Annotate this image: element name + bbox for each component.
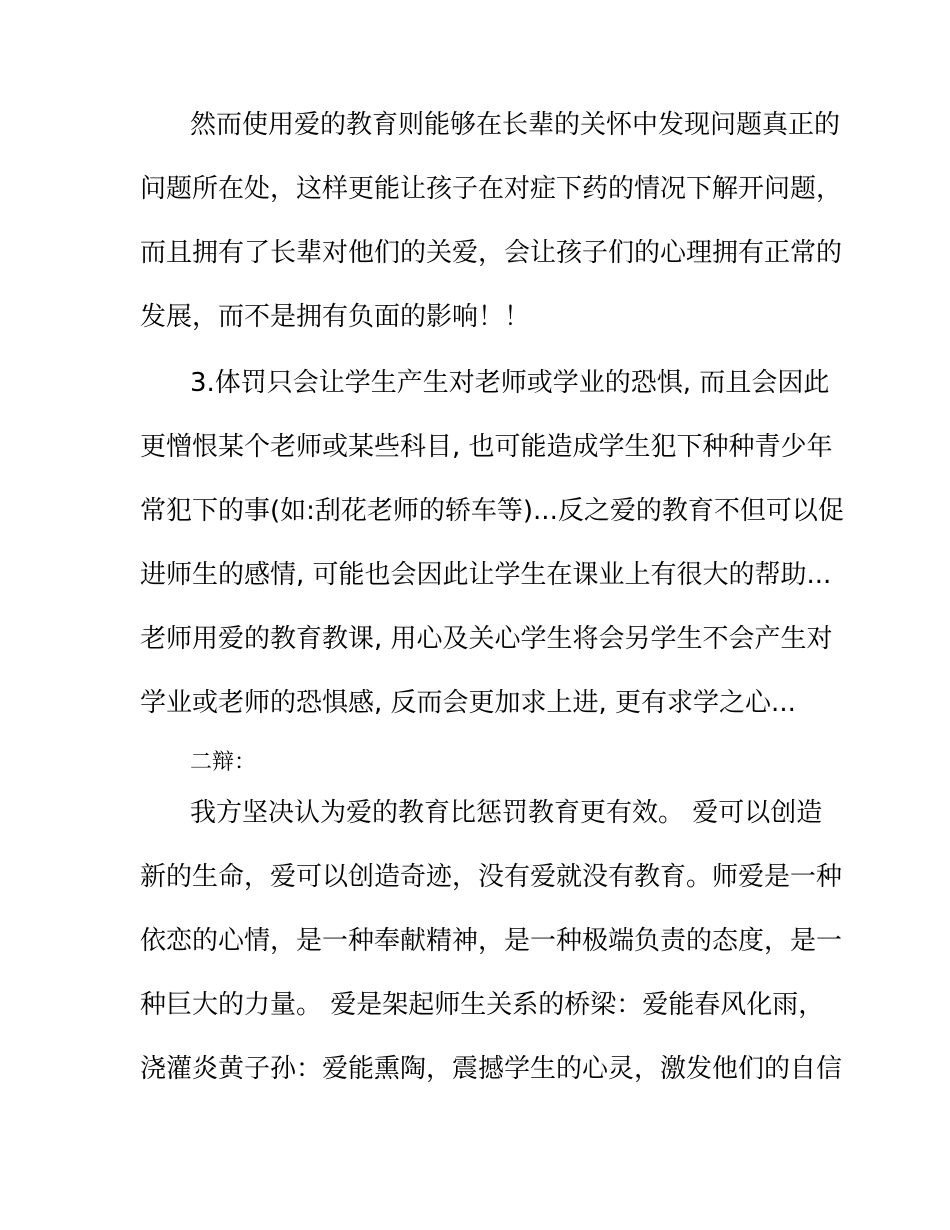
paragraph-3-line-2: 新的生命，爱可以创造奇迹，没有爱就没有教育。师爱是一种 (140, 862, 843, 892)
paragraph-1-line-2: 问题所在处，这样更能让孩子在对症下药的情况下解开问题， (140, 174, 843, 204)
paragraph-3-line-3: 依恋的心情，是一种奉献精神，是一种极端负责的态度，是一 (140, 926, 843, 956)
paragraph-2-line-3: 常犯下的事(如:刮花老师的轿车等)...反之爱的教育不但可以促 (140, 496, 844, 526)
paragraph-1-line-1: 然而使用爱的教育则能够在长辈的关怀中发现问题真正的 (190, 110, 841, 140)
paragraph-3-line-5: 浇灌炎黄子孙：爱能熏陶，震撼学生的心灵，激发他们的自信 (140, 1054, 843, 1084)
paragraph-3-line-4: 种巨大的力量。 爱是架起师生关系的桥梁：爱能春风化雨， (140, 990, 825, 1020)
paragraph-2-line-1: 3.体罚只会让学生产生对老师或学业的恐惧, 而且会因此 (190, 368, 830, 398)
paragraph-2-line-5: 老师用爱的教育教课, 用心及关心学生将会另学生不会产生对 (140, 624, 833, 654)
paragraph-1-line-3: 而且拥有了长辈对他们的关爱，会让孩子们的心理拥有正常的 (140, 238, 843, 268)
paragraph-2-line-4: 进师生的感情, 可能也会因此让学生在课业上有很大的帮助... (140, 560, 832, 590)
paragraph-2-line-6: 学业或老师的恐惧感, 反而会更加求上进, 更有求学之心... (140, 688, 796, 718)
paragraph-3-line-1: 我方坚决认为爱的教育比惩罚教育更有效。 爱可以创造 (190, 798, 823, 828)
section-heading: 二辩： (190, 750, 257, 775)
paragraph-2-line-2: 更憎恨某个老师或某些科目, 也可能造成学生犯下种种青少年 (140, 432, 833, 462)
paragraph-1-line-4: 发展，而不是拥有负面的影响！！ (140, 302, 531, 332)
